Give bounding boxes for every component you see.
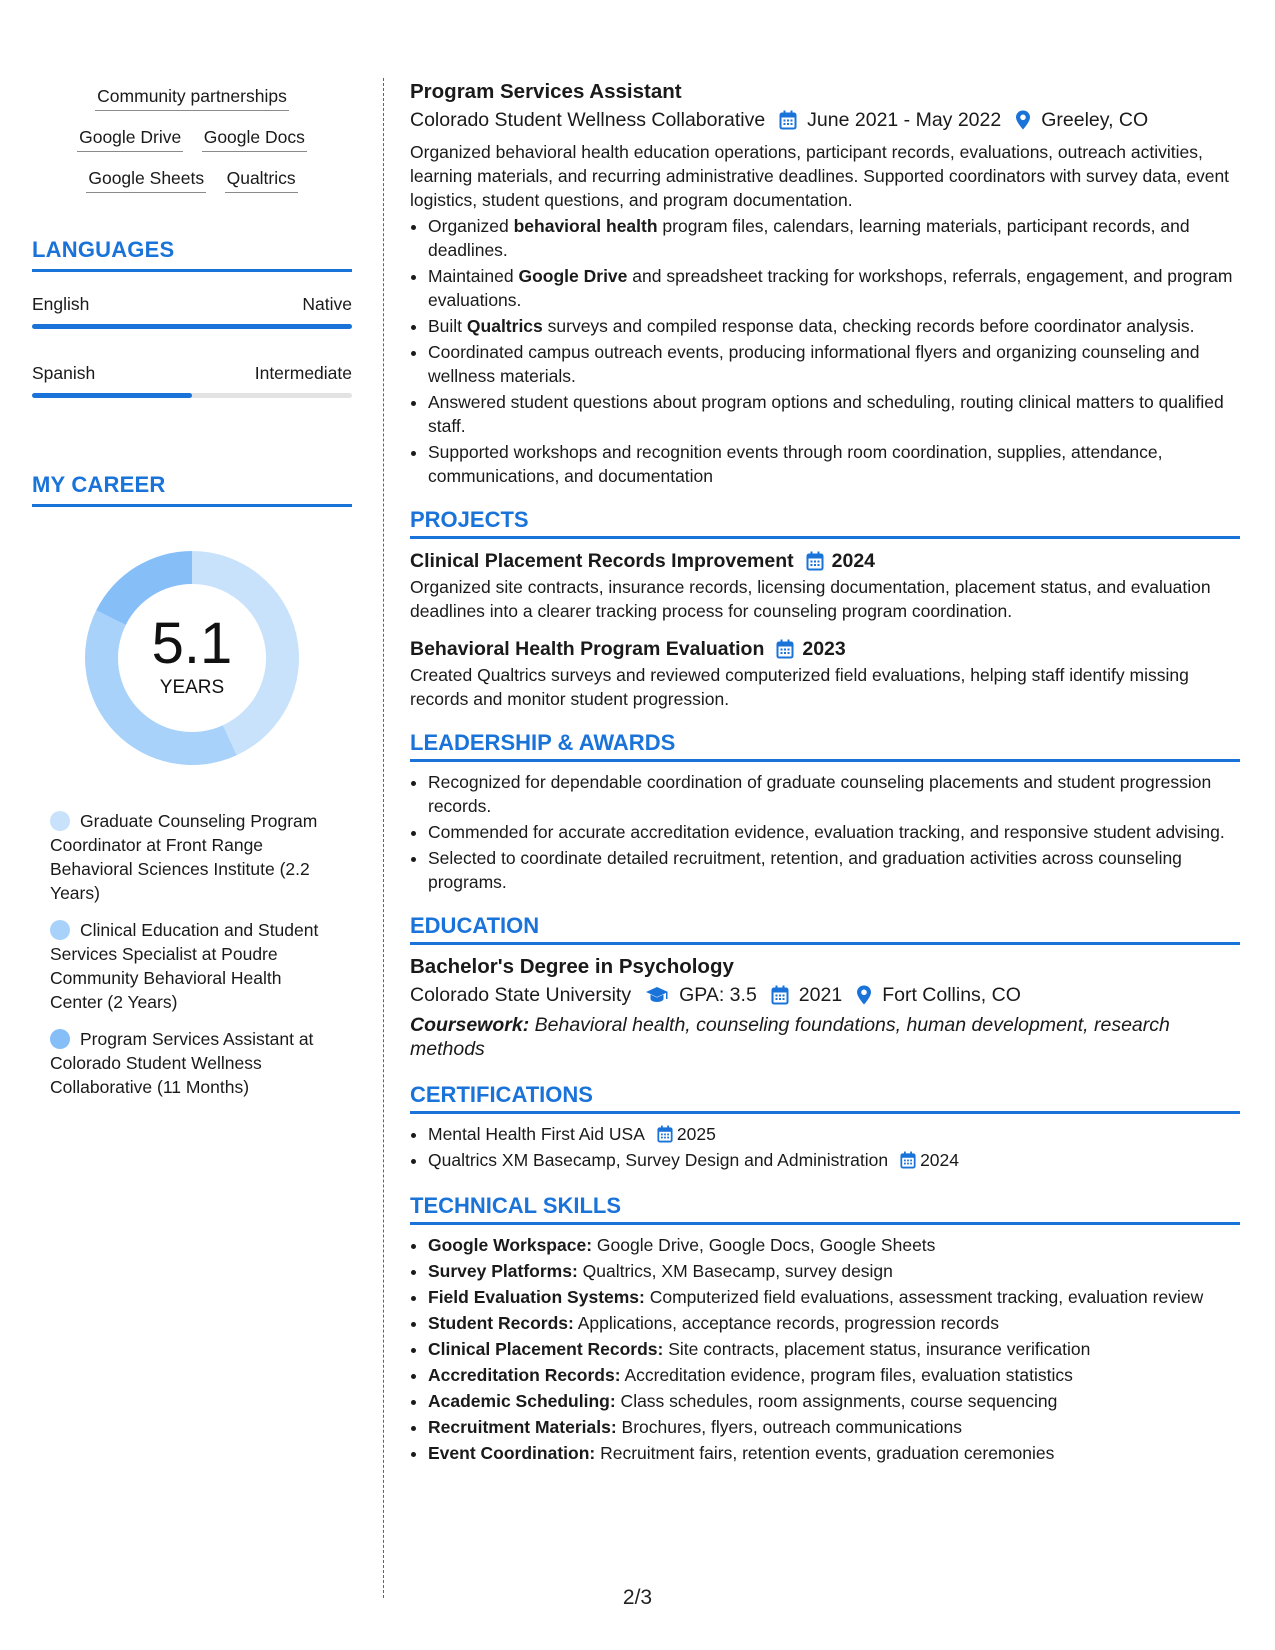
- list-item: • Commended for accurate accreditation evidence, evaluation tracking, and responsive student advising.: [428, 820, 1240, 844]
- list-item: • Accreditation Records: Accreditation evidence, program files, evaluation statistics: [428, 1363, 1240, 1387]
- legend-dot: [50, 811, 70, 831]
- job-location: Greeley, CO: [1041, 109, 1149, 131]
- school-location: Fort Collins, CO: [882, 984, 1021, 1006]
- language-spanish: [32, 363, 352, 398]
- languages-heading: LANGUAGES: [32, 237, 352, 272]
- left-column: [32, 86, 352, 1112]
- career-item: [50, 809, 320, 905]
- language-bar-fill: [32, 393, 192, 398]
- degree-name: Bachelor's Degree in Psychology: [410, 955, 734, 978]
- project-name: Behavioral Health Program Evaluation: [410, 638, 765, 660]
- skill-tag: Google Sheets: [86, 168, 206, 193]
- list-item: • Clinical Placement Records: Site contracts, placement status, insurance verification: [428, 1337, 1240, 1361]
- list-item: • Event Coordination: Recruitment fairs, retention events, graduation ceremonies: [428, 1441, 1240, 1465]
- project-item: [410, 547, 1240, 623]
- career-item: [50, 1027, 320, 1099]
- skills-list: [410, 1233, 1240, 1465]
- language-bar-fill: [32, 324, 352, 329]
- list-item: • Student Records: Applications, acceptance records, progression records: [428, 1311, 1240, 1335]
- career-text: Clinical Education and Student Services Specialist at Poudre Community Behavioral Health Center (2 Years): [50, 920, 319, 1012]
- list-item: • Coordinated campus outreach events, producing informational flyers and organizing counseling and wellness materials.: [428, 340, 1240, 388]
- career-heading: MY CAREER: [32, 472, 352, 507]
- graduation-cap-icon: [645, 986, 669, 1004]
- career-item: [50, 918, 320, 1014]
- map-pin-icon: [856, 985, 872, 1005]
- list-item: • Selected to coordinate detailed recruitment, retention, and graduation activities across counseling programs.: [428, 846, 1240, 894]
- total-years-unit: YEARS: [159, 677, 225, 698]
- list-item: • Google Workspace: Google Drive, Google Docs, Google Sheets: [428, 1233, 1240, 1257]
- job-meta: [410, 106, 1240, 134]
- project-description: Organized site contracts, insurance records, licensing documentation, placement status, and evaluation deadlines into a clearer tracking process for counseling program coordination.: [410, 577, 1211, 621]
- education-heading: EDUCATION: [410, 914, 1240, 945]
- tag-row: [32, 168, 352, 193]
- language-english: [32, 294, 352, 329]
- calendar-icon: [900, 1151, 916, 1169]
- job-dates: June 2021 - May 2022: [807, 109, 1002, 131]
- school-name: Colorado State University: [410, 984, 632, 1006]
- list-item: • Recognized for dependable coordination of graduate counseling placements and student progression records.: [428, 770, 1240, 818]
- legend-dot: [50, 920, 70, 940]
- career-donut-chart: [62, 543, 322, 783]
- list-item: • Recruitment Materials: Brochures, flyers, outreach communications: [428, 1415, 1240, 1439]
- language-bar: [32, 393, 352, 398]
- technical-skills-heading: TECHNICAL SKILLS: [410, 1194, 1240, 1225]
- tag-row: [32, 86, 352, 111]
- project-name: Clinical Placement Records Improvement: [410, 550, 794, 572]
- leadership-heading: LEADERSHIP & AWARDS: [410, 731, 1240, 762]
- list-item: [428, 1148, 1240, 1172]
- career-text: Program Services Assistant at Colorado Student Wellness Collaborative (11 Months): [50, 1029, 314, 1097]
- graduation-year: 2021: [798, 984, 843, 1006]
- gpa: GPA: 3.5: [679, 984, 757, 1006]
- project-description: Created Qualtrics surveys and reviewed computerized field evaluations, helping staff identify missing records and monitor student progression.: [410, 665, 1189, 709]
- project-item: [410, 635, 1240, 711]
- list-item: • Answered student questions about program options and scheduling, routing clinical matters to qualified staff.: [428, 390, 1240, 438]
- language-level: Native: [302, 294, 352, 314]
- list-item: • Academic Scheduling: Class schedules, room assignments, course sequencing: [428, 1389, 1240, 1413]
- list-item: • Organized behavioral health program files, calendars, learning materials, participant records, and deadlines.: [428, 214, 1240, 262]
- language-name: Spanish: [32, 363, 96, 383]
- calendar-icon: [657, 1125, 673, 1143]
- total-years-value: 5.1: [151, 611, 233, 676]
- list-item: • Supported workshops and recognition events through room coordination, supplies, attendance, communications, and documentation: [428, 440, 1240, 488]
- calendar-icon: [806, 551, 824, 571]
- list-item: • Survey Platforms: Qualtrics, XM Basecamp, survey design: [428, 1259, 1240, 1283]
- legend-dot: [50, 1029, 70, 1049]
- skill-tag: Community partnerships: [95, 86, 289, 111]
- language-name: English: [32, 294, 90, 314]
- certifications-heading: CERTIFICATIONS: [410, 1083, 1240, 1114]
- list-item: • Maintained Google Drive and spreadsheet tracking for workshops, referrals, engagement, and program evaluations.: [428, 264, 1240, 312]
- certification-year: 2025: [676, 1124, 716, 1144]
- certifications-list: [410, 1122, 1240, 1172]
- job-title: Program Services Assistant: [410, 80, 682, 103]
- language-bar: [32, 324, 352, 329]
- certification-name: • Qualtrics XM Basecamp, Survey Design and Administration: [428, 1150, 889, 1170]
- skill-tags: [32, 86, 352, 193]
- donut-center: [62, 611, 322, 699]
- project-year: 2024: [831, 550, 876, 572]
- list-item: • Field Evaluation Systems: Computerized field evaluations, assessment tracking, evaluation review: [428, 1285, 1240, 1309]
- list-item: [428, 1122, 1240, 1146]
- leadership-list: [410, 770, 1240, 894]
- career-text: Graduate Counseling Program Coordinator at Front Range Behavioral Sciences Institute (2.2 Years): [50, 811, 318, 903]
- calendar-icon: [776, 639, 794, 659]
- certification-year: 2024: [920, 1150, 959, 1170]
- tag-row: [32, 127, 352, 152]
- job-summary: Organized behavioral health education operations, participant records, evaluations, outreach activities, learning materials, and recurring administrative deadlines. Supported coordinators with survey data, event logistics, student questions, and program documentation.: [410, 142, 1230, 210]
- skill-tag: Qualtrics: [225, 168, 298, 193]
- skill-tag: Google Drive: [77, 127, 183, 152]
- company-name: Colorado Student Wellness Collaborative: [410, 109, 766, 131]
- calendar-icon: [771, 985, 789, 1005]
- certification-name: • Mental Health First Aid USA: [428, 1124, 645, 1144]
- skill-tag: Google Docs: [202, 127, 307, 152]
- coursework: Coursework: Behavioral health, counseling foundations, human development, research methods: [410, 1014, 1170, 1060]
- language-level: Intermediate: [254, 363, 352, 383]
- projects-heading: PROJECTS: [410, 508, 1240, 539]
- project-year: 2023: [802, 638, 846, 660]
- job-bullets: [410, 214, 1240, 488]
- page-number: 2/3: [622, 1586, 653, 1609]
- education-meta: [410, 981, 1240, 1009]
- column-divider: [383, 78, 384, 1598]
- calendar-icon: [779, 110, 797, 130]
- right-column: [410, 78, 1240, 1467]
- map-pin-icon: [1015, 110, 1031, 130]
- career-legend: [32, 809, 352, 1099]
- list-item: • Built Qualtrics surveys and compiled response data, checking records before coordinator analysis.: [428, 314, 1240, 338]
